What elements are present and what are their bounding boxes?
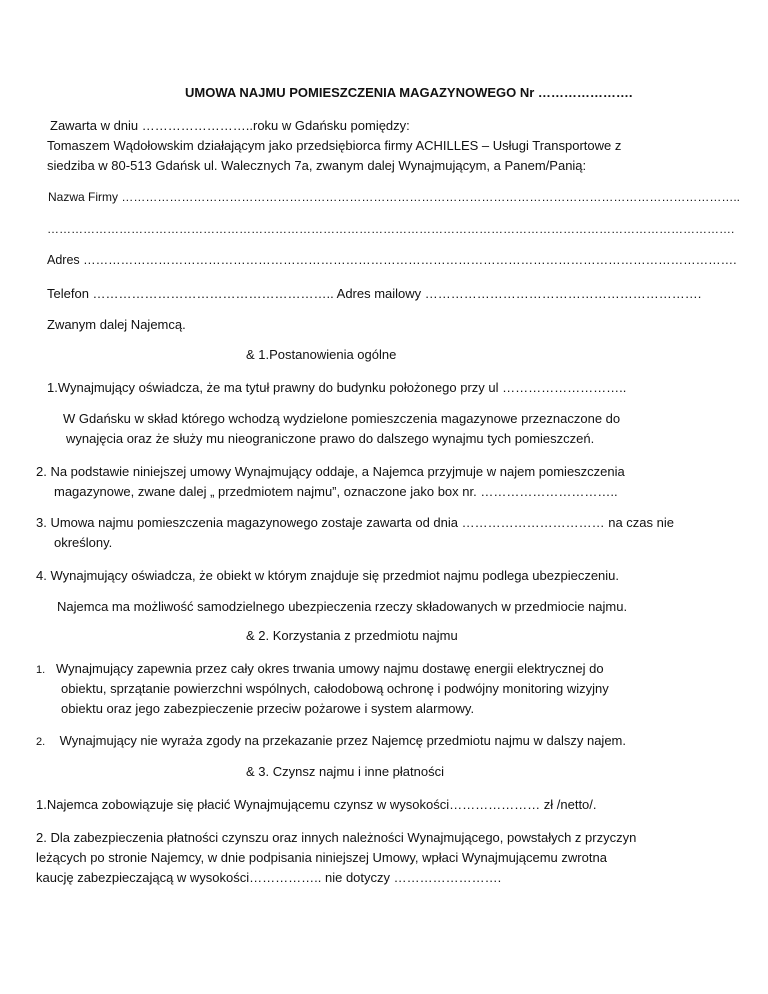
s1-para-3-line-2: określony. (54, 535, 113, 550)
section-1-heading: & 1.Postanowienia ogólne (246, 347, 397, 362)
list-item-text: Wynajmujący zapewnia przez cały okres trwania umowy najmu dostawę energii elektrycznej do (56, 661, 604, 676)
s3-para-2-line-1: 2. Dla zabezpieczenia płatności czynszu oraz innych należności Wynajmującego, powstałych z przyczyn (36, 830, 637, 845)
s1-para-1-line-1: 1.Wynajmujący oświadcza, że ma tytuł prawny do budynku położonego przy ul ……………………….. (47, 380, 627, 395)
intro-line-2: Tomaszem Wądołowskim działającym jako przedsiębiorca firmy ACHILLES – Usługi Transportowe z (47, 138, 622, 153)
s1-para-5: Najemca ma możliwość samodzielnego ubezpieczenia rzeczy składowanych w przedmiocie najmu. (57, 599, 628, 614)
document-title: UMOWA NAJMU POMIESZCZENIA MAGAZYNOWEGO Nr …………………. (185, 85, 633, 100)
s1-para-1-line-3: wynajęcia oraz że służy mu nieograniczone prawo do dalszego wynajmu tych pomieszczeń. (66, 431, 595, 446)
intro-line-3: siedziba w 80-513 Gdańsk ul. Walecznych 7a, zwanym dalej Wynajmującym, a Panem/Panią: (47, 158, 587, 173)
s3-para-2-line-2: leżących po stronie Najemcy, w dnie podpisania niniejszej Umowy, wpłaci Wynajmującemu zwrotna (36, 850, 607, 865)
s1-para-1-line-2: W Gdańsku w skład którego wchodzą wydzielone pomieszczenia magazynowe przeznaczone do (63, 411, 621, 426)
s1-para-2-line-1: 2. Na podstawie niniejszej umowy Wynajmujący oddaje, a Najemca przyjmuje w najem pomieszczenia (36, 464, 625, 479)
list-item-text: Wynajmujący nie wyraża zgody na przekazanie przez Najemcę przedmiotu najmu w dalszy najem. (59, 733, 626, 748)
s1-para-4: 4. Wynajmujący oświadcza, że obiekt w którym znajduje się przedmiot najmu podlega ubezpieczeniu. (36, 568, 620, 583)
company-name-field[interactable]: Nazwa Firmy ……………………………………………………………………………………………………………………………………….. (48, 190, 741, 204)
s2-item-1-line-3: obiektu oraz jego zabezpieczenie przeciw pożarowe i system alarmowy. (61, 701, 475, 716)
list-number: 2. (36, 736, 46, 748)
tenant-definition: Zwanym dalej Najemcą. (47, 317, 186, 332)
s2-item-1-line-1 (36, 660, 604, 679)
s2-item-2 (36, 732, 626, 751)
intro-line-1: Zawarta w dniu ……………………..roku w Gdańsku pomiędzy: (50, 118, 410, 133)
company-name-field-continuation[interactable]: ………………………………………………………………………………………………………………………………………………………. (47, 222, 735, 236)
s2-item-1-line-2: obiektu, sprzątanie powierzchni wspólnych, całodobową ochronę i podwójny monitoring wizyjny (61, 681, 609, 696)
s3-para-2-line-3: kaucję zabezpieczającą w wysokości…………….. nie dotyczy ……………………. (36, 870, 502, 885)
section-2-heading: & 2. Korzystania z przedmiotu najmu (246, 628, 458, 643)
s3-para-1: 1.Najemca zobowiązuje się płacić Wynajmującemu czynsz w wysokości………………… zł /netto/. (36, 797, 597, 812)
s1-para-3-line-1: 3. Umowa najmu pomieszczenia magazynowego zostaje zawarta od dnia …………………………… na czas nie (36, 515, 674, 530)
phone-email-field[interactable]: Telefon ……………………………………………….. Adres mailowy ………………………………………………………. (47, 286, 702, 301)
s1-para-2-line-2: magazynowe, zwane dalej „ przedmiotem najmu”, oznaczone jako box nr. ………………………….. (54, 484, 618, 499)
address-field[interactable]: Adres …………………………………………………………………………………………………………………………………………. (47, 253, 737, 267)
list-number: 1. (36, 664, 46, 676)
section-3-heading: & 3. Czynsz najmu i inne płatności (246, 764, 444, 779)
